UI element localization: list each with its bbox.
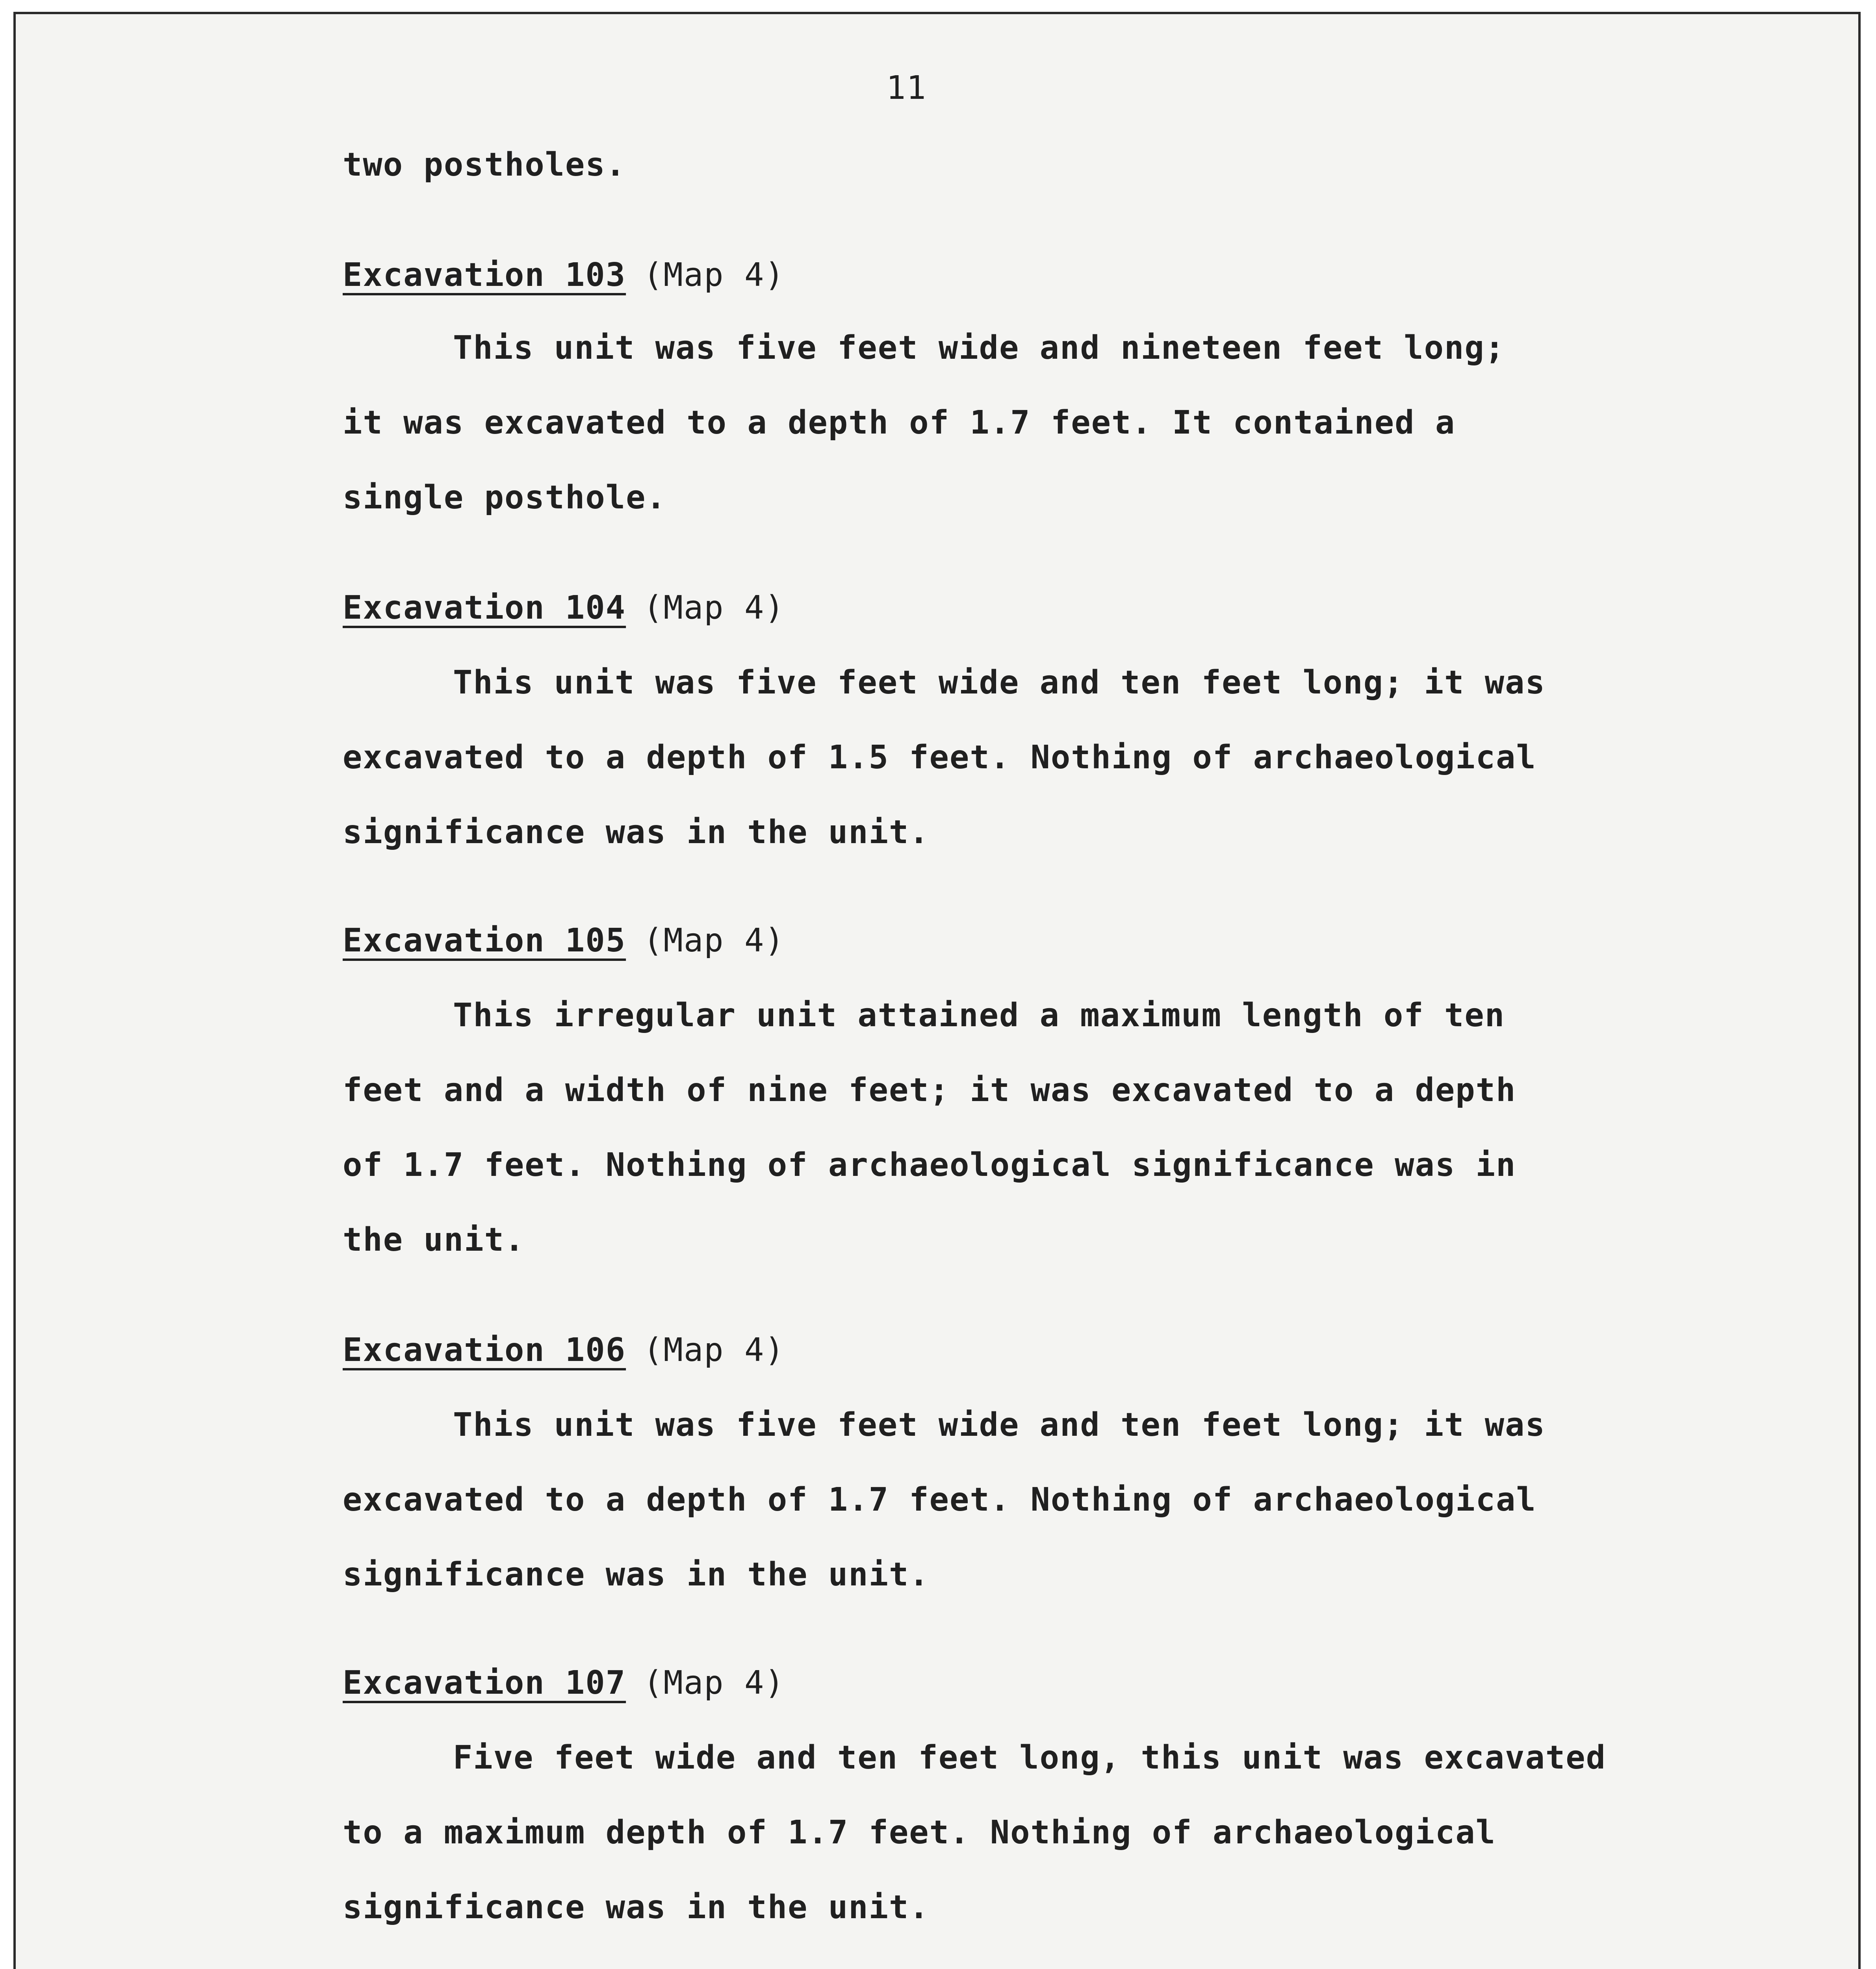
section-heading-106	[343, 1331, 785, 1369]
map-reference: (Map 4)	[643, 256, 785, 294]
section-heading-105	[343, 922, 785, 959]
section-title: Excavation 107	[343, 1664, 626, 1702]
section-heading-104	[343, 589, 785, 627]
page-number: 11	[886, 69, 927, 107]
paragraph-line: excavated to a depth of 1.5 feet. Nothing of archaeological	[343, 739, 1536, 776]
document-page	[13, 12, 1861, 1969]
paragraph-line: This irregular unit attained a maximum length of ten	[453, 997, 1505, 1034]
section-title: Excavation 106	[343, 1331, 626, 1369]
section-heading-107	[343, 1664, 785, 1702]
paragraph-line: to a maximum depth of 1.7 feet. Nothing of archaeological	[343, 1814, 1496, 1851]
paragraph-line: Five feet wide and ten feet long, this unit was excavated	[453, 1739, 1606, 1776]
paragraph-line: significance was in the unit.	[343, 1889, 930, 1926]
paragraph-line: it was excavated to a depth of 1.7 feet. It contained a	[343, 404, 1456, 441]
paragraph-line: This unit was five feet wide and nineteen feet long;	[453, 329, 1505, 367]
map-reference: (Map 4)	[643, 1664, 785, 1702]
paragraph-line: significance was in the unit.	[343, 814, 930, 851]
paragraph-line: of 1.7 feet. Nothing of archaeological significance was in	[343, 1146, 1516, 1184]
intro-line: two postholes.	[343, 146, 626, 184]
section-title: Excavation 105	[343, 922, 626, 959]
section-heading-103	[343, 256, 785, 294]
paragraph-line: feet and a width of nine feet; it was excavated to a depth	[343, 1072, 1516, 1109]
map-reference: (Map 4)	[643, 589, 785, 627]
paragraph-line: the unit.	[343, 1221, 525, 1259]
paragraph-line: excavated to a depth of 1.7 feet. Nothing of archaeological	[343, 1481, 1536, 1518]
paragraph-line: significance was in the unit.	[343, 1556, 930, 1593]
section-title: Excavation 103	[343, 256, 626, 294]
map-reference: (Map 4)	[643, 1331, 785, 1369]
paragraph-line: This unit was five feet wide and ten feet long; it was	[453, 1406, 1546, 1444]
paragraph-line: This unit was five feet wide and ten feet long; it was	[453, 664, 1546, 701]
section-title: Excavation 104	[343, 589, 626, 627]
map-reference: (Map 4)	[643, 922, 785, 959]
paragraph-line: single posthole.	[343, 479, 666, 516]
